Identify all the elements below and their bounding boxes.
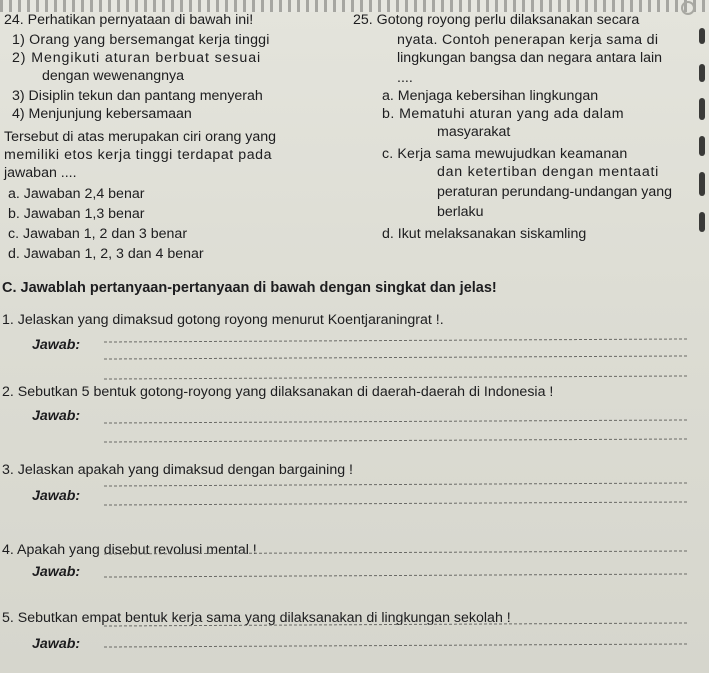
q24-option-c: c. Jawaban 1, 2 dan 3 benar [8, 226, 188, 242]
binder-ring-icon [681, 1, 695, 15]
q24-question-line-3: jawaban .... [4, 165, 77, 181]
c2-answer-line[interactable] [104, 419, 687, 423]
q24-option-b: b. Jawaban 1,3 benar [8, 206, 145, 222]
c-question-3: 3. Jelaskan apakah yang dimaksud dengan bargaining ! [2, 462, 353, 478]
q24-question-line-2: memiliki etos kerja tinggi terdapat pada [4, 147, 273, 163]
q25-option-a: a. Menjaga kebersihan lingkungan [382, 88, 599, 104]
c1-answer-line[interactable] [104, 355, 687, 359]
q25-option-d: d. Ikut melaksanakan siskamling [382, 226, 587, 242]
q25-option-b: b. Mematuhi aturan yang ada dalam [382, 106, 624, 122]
c5-answer-label: Jawab: [32, 636, 81, 652]
q24-question-line-1: Tersebut di atas merupakan ciri orang yang [4, 129, 277, 145]
c5-answer-line[interactable] [104, 643, 687, 647]
q25-stem-line-2: nyata. Contoh penerapan kerja sama di [397, 32, 659, 48]
q25-option-c-cont-3: berlaku [437, 204, 484, 220]
c3-answer-line[interactable] [104, 501, 687, 505]
c1-answer-line[interactable] [104, 375, 687, 379]
c4-answer-line[interactable] [104, 573, 687, 577]
binding-hole-icon [699, 172, 705, 196]
c1-answer-line[interactable] [104, 338, 687, 342]
binding-hole-icon [699, 212, 705, 232]
q24-item-1: 1) Orang yang bersemangat kerja tinggi [12, 32, 270, 48]
q24-option-d: d. Jawaban 1, 2, 3 dan 4 benar [8, 246, 204, 262]
q25-option-c-cont-1: dan ketertiban dengan mentaati [437, 164, 660, 180]
c-question-4: 4. Apakah yang disebut revolusi mental ! [2, 542, 257, 558]
q24-item-4: 4) Menjunjung kebersamaan [12, 106, 192, 122]
q24-item-2-cont: dengan wewenangnya [42, 68, 184, 84]
q25-option-c: c. Kerja sama mewujudkan keamanan [382, 146, 628, 162]
binding-hole-icon [699, 64, 705, 82]
binding-hole-icon [699, 28, 705, 44]
c3-answer-line[interactable] [104, 482, 687, 486]
c2-answer-label: Jawab: [32, 408, 81, 424]
section-c-title: C. Jawablah pertanyaan-pertanyaan di bawah dengan singkat dan jelas! [2, 280, 497, 296]
binding-hole-icon [699, 136, 705, 156]
c2-answer-line[interactable] [104, 438, 687, 442]
q25-option-b-cont: masyarakat [437, 124, 511, 140]
c4-answer-label: Jawab: [32, 564, 81, 580]
c1-answer-label: Jawab: [32, 337, 81, 353]
c-question-1: 1. Jelaskan yang dimaksud gotong royong menurut Koentjaraningrat !. [2, 312, 444, 328]
q24-item-3: 3) Disiplin tekun dan pantang menyerah [12, 88, 263, 104]
binding-hole-icon [699, 98, 705, 120]
spiral-binding [0, 0, 709, 12]
c-question-5: 5. Sebutkan empat bentuk kerja sama yang dilaksanakan di lingkungan sekolah ! [2, 610, 511, 626]
c-question-2: 2. Sebutkan 5 bentuk gotong-royong yang dilaksanakan di daerah-daerah di Indonesia ! [2, 384, 554, 400]
q24-item-2: 2) Mengikuti aturan berbuat sesuai [12, 50, 262, 66]
q25-stem-line-4: .... [397, 70, 413, 86]
q25-option-c-cont-2: peraturan perundang-undangan yang [437, 184, 673, 200]
q24-option-a: a. Jawaban 2,4 benar [8, 186, 145, 202]
c3-answer-label: Jawab: [32, 488, 81, 504]
q24-stem: 24. Perhatikan pernyataan di bawah ini! [4, 12, 254, 28]
q25-stem-line-3: lingkungan bangsa dan negara antara lain [397, 50, 663, 66]
q25-stem-line-1: 25. Gotong royong perlu dilaksanakan secara [353, 12, 640, 28]
